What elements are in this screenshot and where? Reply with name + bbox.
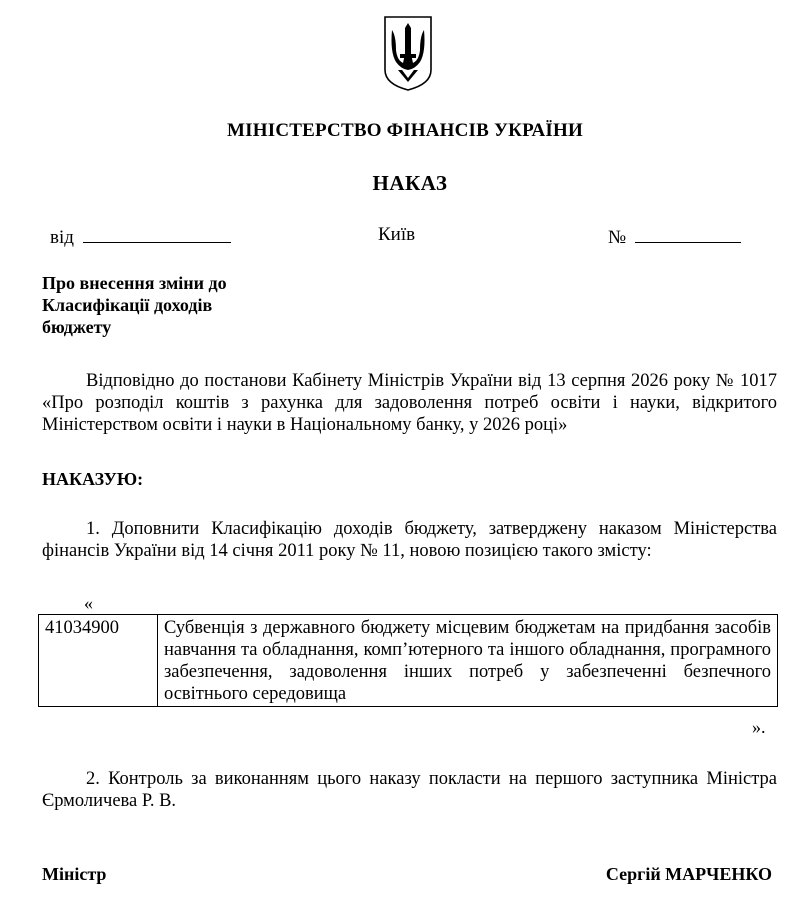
classification-description: Субвенція з державного бюджету місцевим бюджетам на придбання засобів навчання та обладнання, комп’ютерного та іншого обладнання, програмного забезпечення, задоволення інших потреб у забезпеченні безпечного освітнього середовища <box>158 615 778 707</box>
signatory-role: Міністр <box>42 864 107 884</box>
classification-code: 41034900 <box>39 615 158 707</box>
order-word: НАКАЗУЮ: <box>42 469 144 489</box>
document-type: НАКАЗ <box>372 171 448 195</box>
subject-line-1: Про внесення зміни до <box>42 273 227 293</box>
date-blank <box>83 224 231 243</box>
quote-close: ». <box>752 717 766 737</box>
table-row <box>39 615 778 707</box>
number-field <box>608 224 741 249</box>
date-label: від <box>50 227 74 248</box>
city: Київ <box>378 224 416 245</box>
item-2-paragraph: 2. Контроль за виконанням цього наказу покласти на першого заступника Міністра Єрмоличева Р. В. <box>42 769 777 811</box>
classification-table <box>38 614 778 707</box>
preamble-paragraph: Відповідно до постанови Кабінету Міністрів України від 13 серпня 2026 року № 1017 «Про розподіл коштів з рахунка для задоволення потреб освіти і науки, відкритого Міністерством освіти і науки в Національному банку, у 2026 році» <box>42 371 777 435</box>
number-label: № <box>608 227 627 248</box>
signatory-name: Сергій МАРЧЕНКО <box>605 864 772 884</box>
number-blank <box>635 224 741 243</box>
item-1-paragraph: 1. Доповнити Класифікацію доходів бюджету, затверджену наказом Міністерства фінансів України від 14 січня 2011 року № 11, новою позицією такого змісту: <box>42 519 777 561</box>
quote-open: « <box>84 593 93 613</box>
trident-coat-of-arms-icon <box>382 14 434 92</box>
order-subject <box>42 272 312 338</box>
subject-line-2: Класифікації доходів <box>42 295 213 315</box>
date-field <box>50 224 231 249</box>
ministry-title: МІНІСТЕРСТВО ФІНАНСІВ УКРАЇНИ <box>227 120 583 141</box>
subject-line-3: бюджету <box>42 317 112 337</box>
